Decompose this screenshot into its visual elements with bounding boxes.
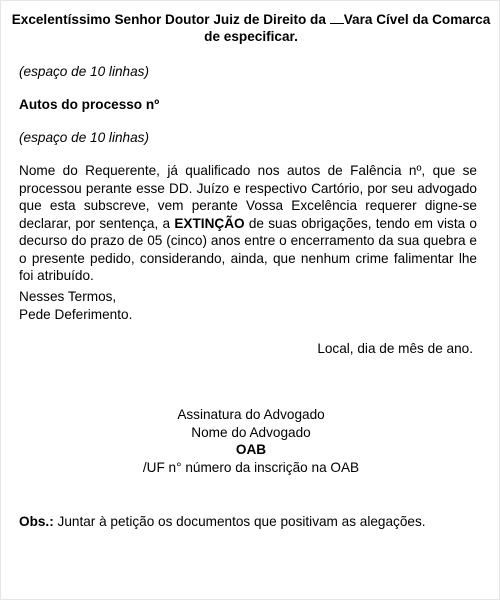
spacer-note-1: (espaço de 10 linhas) — [19, 64, 149, 79]
heading-line-1 — [1, 11, 500, 28]
place-date: Local, dia de mês de ano. — [317, 341, 473, 356]
heading-addressee: Excelentíssimo Senhor Doutor Juiz de Direito da — [11, 12, 330, 27]
closing-line-2: Pede Deferimento. — [19, 306, 133, 322]
oab-label: OAB — [235, 442, 267, 457]
observation — [19, 513, 477, 531]
body-text-part-2: de suas obrigações, tendo em vista o decurso do prazo de 05 (cinco) anos entre o encerramento da sua quebra e o presente pedido, considerando, ainda, que nenhum crime falimentar lhe foi atribuído. — [19, 215, 477, 283]
body-emphasis: EXTINÇÃO — [174, 215, 245, 231]
case-number-label: Autos do processo nº — [19, 97, 160, 112]
closing-line-1: Nesses Termos, — [19, 289, 117, 304]
closing — [19, 288, 477, 323]
oab-text: /UF n° número da inscrição na OAB — [142, 459, 360, 475]
heading-line-2: de especificar. — [204, 29, 298, 44]
spacer-note-2: (espaço de 10 linhas) — [19, 130, 149, 145]
obs-label: Obs.: — [19, 514, 54, 529]
petition-heading — [1, 11, 500, 45]
petition-body — [19, 162, 477, 285]
obs-text: Juntar à petição os documentos que positivam as alegações. — [53, 514, 426, 529]
signature-line: Assinatura do Advogado — [177, 407, 325, 422]
signature-block — [1, 406, 500, 476]
blank-line — [330, 12, 344, 24]
heading-court: Vara Cível da Comarca — [343, 12, 491, 27]
oab-line — [1, 441, 500, 476]
lawyer-name: Nome do Advogado — [191, 424, 311, 440]
body-text-part-1: Nome do Requerente, já qualificado nos autos de Falência nº, que se processou perante esse DD. Juízo e respectivo Cartório, por seu advogado que esta subscreve, vem perante Vossa Excelência requerer digne-se declarar, por sentença, a — [19, 163, 477, 231]
